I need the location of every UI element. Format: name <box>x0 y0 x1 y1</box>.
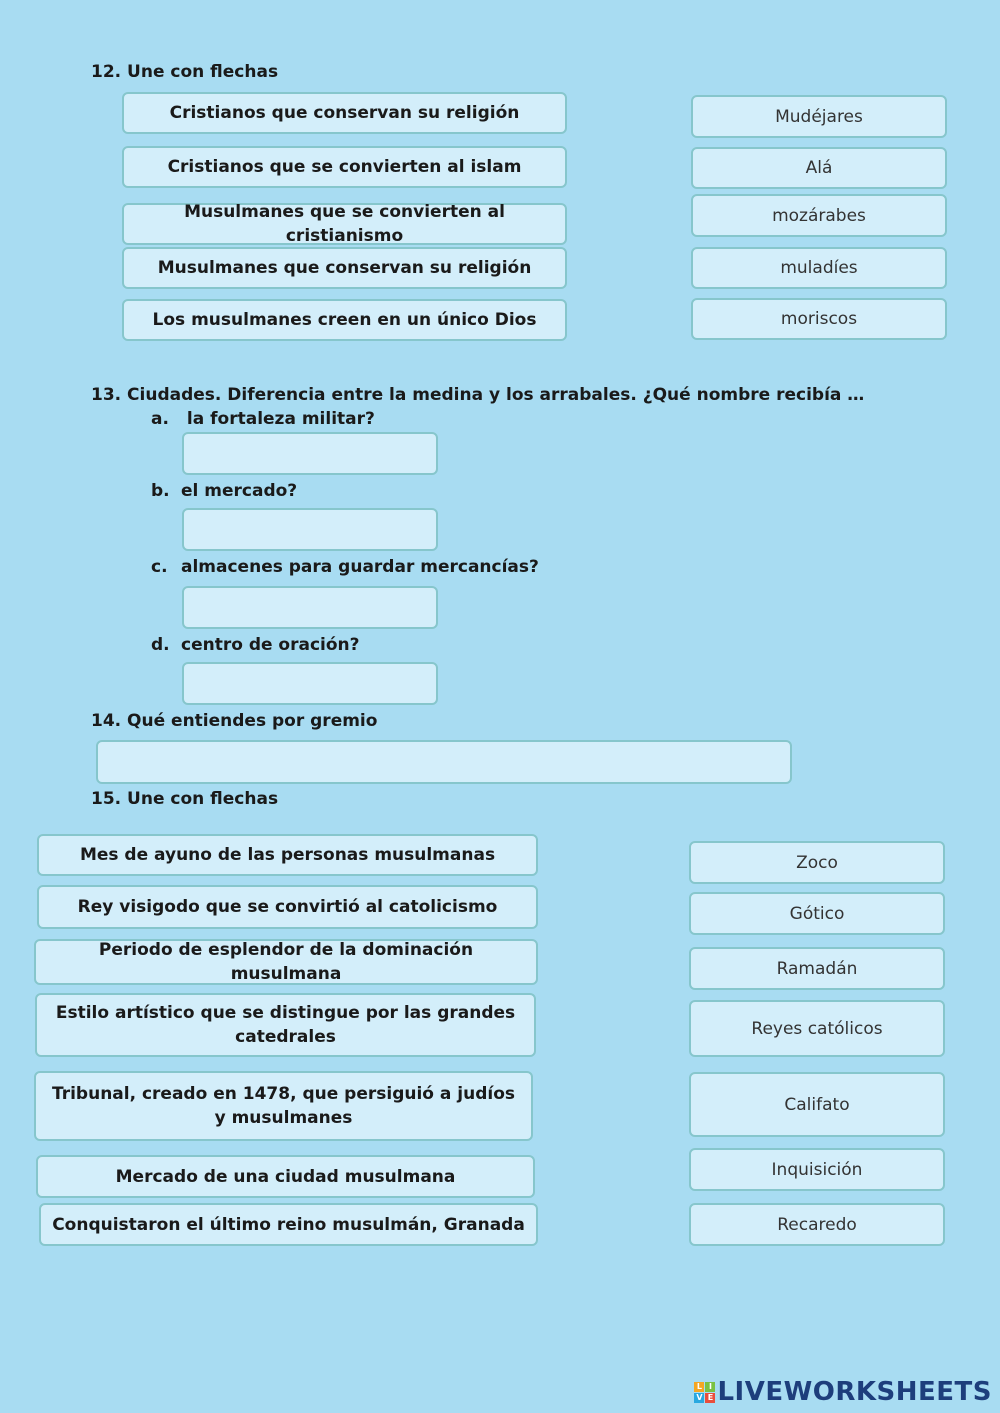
q14-answer-input[interactable] <box>96 740 792 784</box>
q13-question: la fortaleza militar? <box>181 409 375 429</box>
q13-title: 13. Ciudades. Diferencia entre la medina y los arrabales. ¿Qué nombre recibía … <box>91 385 865 405</box>
q15-left-item[interactable]: Mercado de una ciudad musulmana <box>36 1155 535 1198</box>
liveworksheets-logo-text: LIVEWORKSHEETS <box>717 1377 992 1407</box>
q13-answer-a-input[interactable] <box>182 432 438 475</box>
q13-letter: a. <box>151 409 169 429</box>
q13-question: el mercado? <box>181 481 298 501</box>
q15-left-item[interactable]: Tribunal, creado en 1478, que persiguió a judíos y musulmanes <box>34 1071 533 1141</box>
q13-item-d <box>151 635 360 655</box>
q15-title: 15. Une con flechas <box>91 789 279 809</box>
q13-item-a <box>151 409 375 429</box>
logo-icon-letter: V <box>696 1392 703 1402</box>
liveworksheets-logo[interactable] <box>694 1377 992 1407</box>
q15-right-item[interactable]: Gótico <box>689 892 945 935</box>
q15-right-item[interactable]: Zoco <box>689 841 945 884</box>
q13-answer-d-input[interactable] <box>182 662 438 705</box>
q13-letter: b. <box>151 481 170 501</box>
q13-question: almacenes para guardar mercancías? <box>181 557 539 577</box>
q12-right-item[interactable]: moriscos <box>691 298 947 340</box>
q12-right-item[interactable]: Mudéjares <box>691 95 947 138</box>
q14-title: 14. Qué entiendes por gremio <box>91 711 378 731</box>
q15-left-item[interactable]: Periodo de esplendor de la dominación musulmana <box>34 939 538 985</box>
q12-left-item[interactable]: Musulmanes que conservan su religión <box>122 247 567 289</box>
q13-question: centro de oración? <box>181 635 360 655</box>
q15-right-item[interactable]: Recaredo <box>689 1203 945 1246</box>
q15-left-item[interactable]: Conquistaron el último reino musulmán, Granada <box>39 1203 538 1246</box>
q13-item-b <box>151 481 297 501</box>
q15-left-item[interactable]: Rey visigodo que se convirtió al catolicismo <box>37 885 538 929</box>
q12-right-item[interactable]: Alá <box>691 147 947 189</box>
q13-letter: c. <box>151 557 168 577</box>
logo-icon-letter: E <box>705 1393 715 1403</box>
q15-left-item[interactable]: Mes de ayuno de las personas musulmanas <box>37 834 538 876</box>
q12-left-item[interactable]: Musulmanes que se convierten al cristianismo <box>122 203 567 245</box>
logo-icon-letter: L <box>694 1382 704 1392</box>
q15-right-item[interactable]: Califato <box>689 1072 945 1137</box>
q13-letter: d. <box>151 635 170 655</box>
q12-right-item[interactable]: mozárabes <box>691 194 947 237</box>
q12-left-item[interactable]: Cristianos que conservan su religión <box>122 92 567 134</box>
q12-right-item[interactable]: muladíes <box>691 247 947 289</box>
q15-right-item[interactable]: Ramadán <box>689 947 945 990</box>
q13-answer-b-input[interactable] <box>182 508 438 551</box>
logo-icon-letter: I <box>705 1382 715 1392</box>
q15-right-item[interactable]: Reyes católicos <box>689 1000 945 1057</box>
q12-title: 12. Une con flechas <box>91 62 279 82</box>
q15-right-item[interactable]: Inquisición <box>689 1148 945 1191</box>
q15-left-item[interactable]: Estilo artístico que se distingue por las grandes catedrales <box>35 993 536 1057</box>
q13-item-c <box>151 557 539 577</box>
q13-answer-c-input[interactable] <box>182 586 438 629</box>
liveworksheets-logo-icon <box>694 1382 715 1403</box>
q12-left-item[interactable]: Los musulmanes creen en un único Dios <box>122 299 567 341</box>
q12-left-item[interactable]: Cristianos que se convierten al islam <box>122 146 567 188</box>
